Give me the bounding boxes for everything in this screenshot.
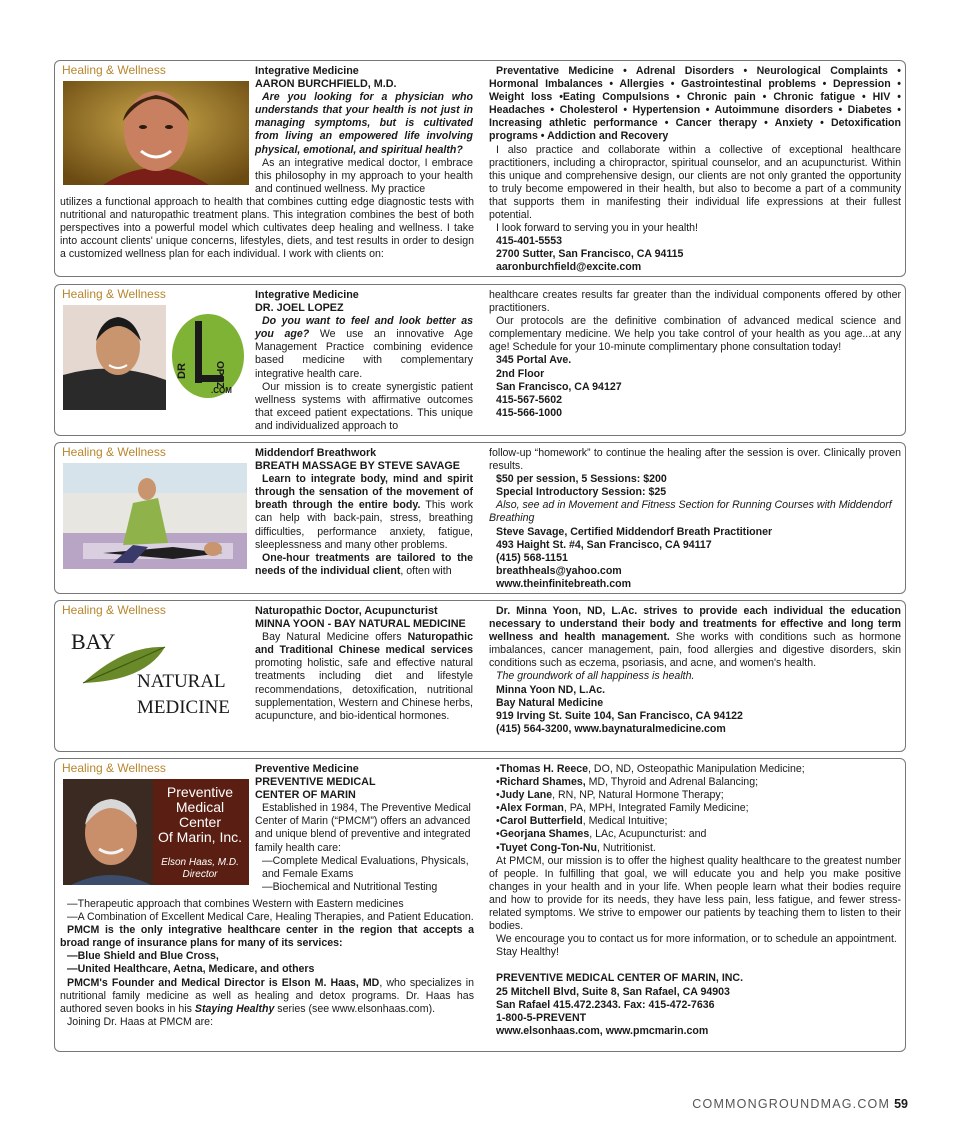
website-link[interactable]: www.theinfinitebreath.com <box>496 577 631 590</box>
business-name: Bay Natural Medicine <box>496 696 604 709</box>
listing-card-yoon <box>54 600 906 752</box>
photo-joel-lopez <box>63 305 166 410</box>
listing-right-column <box>489 289 901 420</box>
photo-caption <box>153 785 247 881</box>
price-line-1: $50 per session, 5 Sessions: $200 <box>496 473 667 486</box>
service-item-2: —Biochemical and Nutritional Testing <box>262 880 438 893</box>
listing-body-wide <box>60 898 474 1029</box>
listing-heading: Naturopathic Doctor, Acupuncturist <box>255 605 438 617</box>
contact-block <box>489 235 901 274</box>
listing-heading-block <box>255 65 473 196</box>
listing-heading: Preventive Medicine <box>255 763 359 775</box>
listing-body-wide: utilizes a functional approach to health that combines cutting edge diagnostic tests with nutritional and naturopathic treatment plans. This integration combines the best of both perspectives into a powerful model which cultivates deep healing and wellness. I take into account clients' unique concerns, lifestyles, diets, and test results in order to design a customized wellness plan for each individual. I work with clients on: <box>60 196 474 261</box>
caption-doctor: Elson Haas, M.D. <box>161 857 239 868</box>
listing-body: Our mission is to create synergistic patient wellness systems with affirmative outcomes that exceed patient expectations. This unique and individualized approach to <box>255 380 473 432</box>
logo-natural-text: NATURAL <box>137 671 226 692</box>
listing-body: One-hour treatments are tailored to the needs of the individual client, often with <box>255 551 473 577</box>
logo-medicine-text: MEDICINE <box>137 697 230 718</box>
listing-heading: Integrative Medicine <box>255 289 359 301</box>
staff-item: •Thomas H. Reece, DO, ND, Osteopathic Manipulation Medicine; <box>496 763 805 775</box>
address-line-1: 345 Portal Ave. <box>496 354 572 367</box>
caption-line-1: Preventive <box>166 784 234 800</box>
listing-name: BREATH MASSAGE BY STEVE SAVAGE <box>255 460 460 473</box>
address: 25 Mitchell Blvd, Suite 8, San Rafael, CA 94903 <box>496 985 730 998</box>
phone-1: 415-567-5602 <box>496 393 562 406</box>
listing-heading: Middendorf Breathwork <box>255 447 377 459</box>
listing-heading-block <box>255 763 473 894</box>
staff-name: Alex Forman <box>499 802 564 815</box>
listing-card-burchfield <box>54 60 906 277</box>
photo-elson-haas <box>63 779 249 885</box>
insurance-plan-2: —United Healthcare, Aetna, Medicare, and others <box>67 963 315 976</box>
website-links[interactable]: www.elsonhaas.com, www.pmcmarin.com <box>496 1024 709 1037</box>
listing-heading-block <box>255 447 473 578</box>
staff-item: •Richard Shames, MD, Thyroid and Adrenal Balancing; <box>496 776 759 789</box>
category-label: Healing & Wellness <box>62 603 166 617</box>
listing-name: DR. JOEL LOPEZ <box>255 302 344 315</box>
address-line-3: San Francisco, CA 94127 <box>496 380 622 393</box>
service-item-1: —Complete Medical Evaluations, Physicals, and Female Exams <box>262 854 469 880</box>
practitioner-name: Steve Savage, Certified Middendorf Breath Practitioner <box>496 525 773 538</box>
staff-role: , Medical Intuitive; <box>582 815 668 828</box>
founder-text: PMCM's Founder and Medical Director is Elson M. Haas, MD, who specializes in nutritional family medicine as well as healing and detox programs. Dr. Haas has authored seven books in his Staying Healthy series (see www.elsonhaas.com). <box>60 976 474 1015</box>
address: 2700 Sutter, San Francisco, CA 94115 <box>496 248 684 261</box>
caption-line-2: Medical Center <box>175 799 225 830</box>
staff-item: •Judy Lane, RN, NP, Natural Hormone Therapy; <box>496 789 724 802</box>
contact-block <box>489 526 901 591</box>
logo-dr-text: DR <box>176 363 188 379</box>
joining-text: Joining Dr. Haas at PMCM are: <box>67 1015 214 1028</box>
caption-title: Director <box>182 869 218 880</box>
listing-right-column <box>489 605 901 736</box>
category-label: Healing & Wellness <box>62 63 166 77</box>
category-label: Healing & Wellness <box>62 287 166 301</box>
phone: 415-401-5553 <box>496 235 562 248</box>
mission-text: At PMCM, our mission is to offer the highest quality healthcare to the greatest number of people. In fulfilling that goal, we will educate you and help you make positive changes in your health and in your life. When people learn what their bodies require and how to provide for its needs, they have less pain, less fatigue, and fewer stress-related symptoms. We strive to empower our patients by teaching them to listen to their bodies. <box>489 854 901 933</box>
right-text-1: follow-up “homework” to continue the healing after the session is over. Clinically proven results. <box>489 447 901 473</box>
staff-role: , RN, NP, Natural Hormone Therapy; <box>552 789 724 802</box>
logo-bay-text: BAY <box>71 629 116 654</box>
contact-block <box>489 972 901 1037</box>
page-number: 59 <box>894 1097 908 1111</box>
listing-name: AARON BURCHFIELD, M.D. <box>255 78 397 91</box>
phone: (415) 568-1151 <box>496 551 568 564</box>
bay-natural-medicine-logo <box>65 625 249 721</box>
listing-name-line-1: PREVENTIVE MEDICAL <box>255 776 376 789</box>
closing-text: I look forward to serving you in your health! <box>496 222 698 235</box>
email-link[interactable]: breathheals@yahoo.com <box>496 564 622 577</box>
staff-item: •Carol Butterfield, Medical Intuitive; <box>496 815 668 828</box>
staff-role: , DO, ND, Osteopathic Manipulation Medicine; <box>588 763 805 775</box>
price-block <box>489 473 901 499</box>
listing-heading: Integrative Medicine <box>255 65 359 77</box>
staff-role: , LAc, Acupuncturist: and <box>589 828 707 841</box>
phone-2: 415-566-1000 <box>496 406 562 419</box>
stay-healthy-text: Stay Healthy! <box>496 946 560 959</box>
encourage-text: We encourage you to contact us for more information, or to schedule an appointment. <box>496 933 897 946</box>
toll-free-phone: 1-800-5-PREVENT <box>496 1011 587 1024</box>
org-name: PREVENTIVE MEDICAL CENTER OF MARIN, INC. <box>496 972 744 985</box>
address: 493 Haight St. #4, San Francisco, CA 94117 <box>496 538 712 551</box>
price-line-2: Special Introductory Session: $25 <box>496 486 667 499</box>
listing-right-column <box>489 447 901 591</box>
logo-opez-text: OPEZ <box>214 361 225 389</box>
listing-heading-block <box>255 605 473 723</box>
listing-name-line-2: CENTER OF MARIN <box>255 789 356 802</box>
email-link[interactable]: aaronburchfield@excite.com <box>496 261 642 274</box>
listing-intro: Are you looking for a physician who understands that your health is not just in managing symptoms, but is cultivated from living an empowered life involving physical, emotional, and spiritual health? <box>255 91 473 156</box>
photo-aaron-burchfield <box>63 81 249 185</box>
listing-card-savage <box>54 442 906 594</box>
staff-item: •Alex Forman, PA, MPH, Integrated Family Medicine; <box>496 802 749 815</box>
staff-name: Richard Shames, <box>499 776 586 789</box>
dr-lopez-logo <box>171 313 245 399</box>
tagline: The groundwork of all happiness is health. <box>496 670 695 683</box>
phone-fax: San Rafael 415.472.2343. Fax: 415-472-7636 <box>496 998 715 1011</box>
listing-right-column <box>489 65 901 275</box>
collective-text: I also practice and collaborate within a collective of exceptional healthcare practitioners, including a chiropractor, spiritual counselor, and an acupuncturist. Within this unique and comprehensive design, our clients are not only granted the opportunity to truly become empowered in their health, but also to become a part of a community that supports them in manifesting their individual life expressions at their fullest potential. <box>489 143 901 222</box>
listing-card-lopez <box>54 284 906 436</box>
listing-name: MINNA YOON - BAY NATURAL MEDICINE <box>255 618 466 631</box>
listing-body: As an integrative medical doctor, I embrace this philosophy in my approach to your health and continued wellness. My practice <box>255 156 473 195</box>
site-url[interactable]: COMMONGROUNDMAG.COM <box>692 1097 891 1111</box>
phone-website[interactable]: (415) 564-3200, www.baynaturalmedicine.com <box>496 722 726 735</box>
listing-heading-block <box>255 289 473 433</box>
right-text-1: healthcare creates results far greater than the individual components offered by other practitioners. <box>489 289 901 315</box>
staff-item: •Georjana Shames, LAc, Acupuncturist: and <box>496 828 707 841</box>
insurance-text: PMCM is the only integrative healthcare center in the region that accepts a broad range of insurance plans for many of its services: <box>60 924 474 950</box>
contact-name: Minna Yoon ND, L.Ac. <box>496 683 606 696</box>
address: 919 Irving St. Suite 104, San Francisco, CA 94122 <box>496 709 743 722</box>
listing-intro: Do you want to feel and look better as you age? We use an innovative Age Management Practice combining evidence based medicine with complementary integrative health care. <box>255 315 473 380</box>
contact-block <box>489 684 901 736</box>
staff-name: Thomas H. Reece <box>499 763 589 775</box>
right-text: Dr. Minna Yoon, ND, L.Ac. strives to provide each individual the education necessary to understand their body and treatments for effective and long term wellness and health management. She works with conditions such as hormone imbalances, cancer management, pain, food allergies and digestive disorders, skin conditions such as eczema, psoriasis, and acne, and women's health. <box>489 605 901 670</box>
listing-body: Bay Natural Medicine offers Naturopathic and Traditional Chinese medical services promoting holistic, safe and effective natural treatments including diet and lifestyle recommendations, detoxification, nutritional supplementation, Western and Chinese herbs, acupuncture, and bio-identical hormones. <box>255 631 473 722</box>
services-list: Preventative Medicine • Adrenal Disorders • Neurological Complaints • Hormonal Imbalances • Allergies • Gastrointestinal problems • Depression • Weight loss •Eating Compulsions • Chronic pain • Chronic fatigue • HIV • Headaches • Cholesterol • Hypertension • Autoimmune disorders • Diabetes • Increasing athletic performance • Cancer therapy • Anxiety • Detoxification programs • Addiction and Recovery <box>489 65 901 143</box>
right-text-2: Our protocols are the definitive combination of advanced medical science and complementary medicine. We help you take control of your health as you age...at any age! Schedule for your 10-minute complimentary phone consultation today! <box>489 315 901 354</box>
contact-block <box>489 354 901 419</box>
staff-name: Carol Butterfield <box>499 815 583 828</box>
service-item-4: —A Combination of Excellent Medical Care, Healing Therapies, and Patient Education. <box>67 911 474 924</box>
listing-right-column <box>489 763 901 1038</box>
category-label: Healing & Wellness <box>62 761 166 775</box>
staff-list <box>489 763 901 855</box>
also-see-text: Also, see ad in Movement and Fitness Section for Running Courses with Middendorf Breathing <box>489 499 892 525</box>
insurance-plan-1: —Blue Shield and Blue Cross, <box>67 950 219 963</box>
staff-role: , Nutritionist. <box>597 841 656 854</box>
staff-role: MD, Thyroid and Adrenal Balancing; <box>585 776 759 789</box>
established-text: Established in 1984, The Preventive Medical Center of Marin (“PMCM”) offers an advanced and unique blend of preventive and integrated family health care: <box>255 802 471 854</box>
listing-intro: Learn to integrate body, mind and spirit through the sensation of the movement of breath through the entire body. This work can help with back-pain, stress, breathing difficulties, performance anxiety, fatigue, sleeplessness and many other problems. <box>255 473 473 551</box>
staff-role: , PA, MPH, Integrated Family Medicine; <box>563 802 749 815</box>
staff-name: Judy Lane <box>499 789 553 802</box>
staff-name: Tuyet Cong-Ton-Nu <box>499 841 597 854</box>
service-item-3: —Therapeutic approach that combines Western with Eastern medicines <box>67 898 404 910</box>
caption-line-3: Of Marin, Inc. <box>157 829 243 845</box>
staff-item: •Tuyet Cong-Ton-Nu, Nutritionist. <box>496 841 656 854</box>
listing-card-pmcm <box>54 758 906 1052</box>
logo-com-text: .COM <box>211 386 232 395</box>
photo-breath-massage <box>63 463 247 569</box>
staff-name: Georjana Shames <box>499 828 590 841</box>
page-footer <box>692 1098 908 1111</box>
category-label: Healing & Wellness <box>62 445 166 459</box>
address-line-2: 2nd Floor <box>496 367 545 380</box>
